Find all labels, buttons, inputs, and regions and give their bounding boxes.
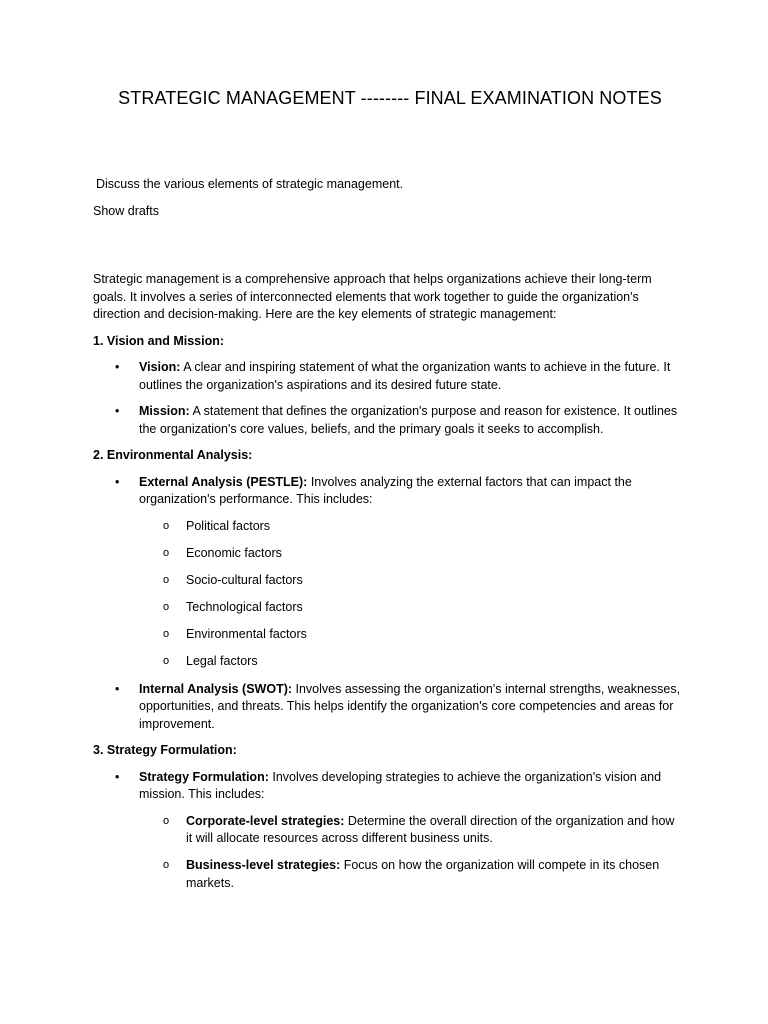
bullet-icon: • <box>115 404 120 418</box>
desc-internal-analysis: Involves assessing the organization's internal strengths, weaknesses, opportunities, and threats. This helps identify the organization's core competencies and areas for improvement. <box>139 681 681 731</box>
list-item-strategy-formulation <box>93 769 683 893</box>
list-item-mission <box>93 403 683 438</box>
list-item-corporate-level <box>139 813 683 848</box>
question-text: Discuss the various elements of strategic management. <box>96 177 404 191</box>
list-item-technological <box>139 599 683 617</box>
strategy-formulation-list <box>93 769 683 893</box>
document-body <box>93 176 683 902</box>
circle-bullet-icon: o <box>163 546 170 559</box>
factor-label: Environmental factors <box>186 627 307 642</box>
circle-bullet-icon: o <box>163 628 170 641</box>
desc-mission: A statement that defines the organization's purpose and reason for existence. It outlines the organization's core values, beliefs, and the primary goals it seeks to accomplish. <box>139 404 678 436</box>
strategy-level-list <box>139 813 683 893</box>
circle-bullet-icon: o <box>163 573 170 586</box>
term-business-level: Business-level strategies: <box>186 858 341 873</box>
list-item-economic <box>139 545 683 563</box>
term-vision: Vision: <box>139 360 181 374</box>
vision-mission-list <box>93 359 683 438</box>
desc-vision: A clear and inspiring statement of what the organization wants to achieve in the future. It outlines the organization's aspirations and its desired future state. <box>139 360 671 392</box>
desc-external-analysis: Involves analyzing the external factors that can impact the organization's performance. This includes: <box>139 474 632 506</box>
circle-bullet-icon: o <box>163 859 170 872</box>
circle-bullet-icon: o <box>163 601 170 614</box>
factor-label: Technological factors <box>186 600 303 615</box>
section-heading-vision-mission: 1. Vision and Mission: <box>93 333 225 348</box>
show-drafts-text: Show drafts <box>93 203 160 218</box>
circle-bullet-icon: o <box>163 519 170 532</box>
document-title: STRATEGIC MANAGEMENT -------- FINAL EXAMINATION NOTES <box>118 88 662 108</box>
bullet-icon: • <box>115 681 120 696</box>
list-item-socio-cultural <box>139 572 683 590</box>
factor-label: Socio-cultural factors <box>186 572 303 587</box>
bullet-icon: • <box>115 360 120 374</box>
bullet-icon: • <box>115 474 120 489</box>
list-item-political <box>139 518 683 536</box>
factor-label: Legal factors <box>186 654 258 669</box>
desc-strategy-formulation: Involves developing strategies to achieve the organization's vision and mission. This includes: <box>139 769 662 802</box>
intro-paragraph: Strategic management is a comprehensive approach that helps organizations achieve their long-term goals. It involves a series of interconnected elements that work together to guide the organization's direction and decision-making. Here are the key elements of strategic management: <box>93 272 652 321</box>
desc-business-level: Focus on how the organization will compete in its chosen markets. <box>186 858 660 890</box>
factor-label: Economic factors <box>186 545 282 560</box>
term-external-analysis: External Analysis (PESTLE): <box>139 474 308 489</box>
list-item-vision <box>93 359 683 394</box>
factor-label: Political factors <box>186 518 271 533</box>
circle-bullet-icon: o <box>163 655 170 668</box>
section-heading-strategy-formulation: 3. Strategy Formulation: <box>93 743 237 758</box>
term-mission: Mission: <box>139 404 190 418</box>
circle-bullet-icon: o <box>163 814 170 827</box>
list-item-legal <box>139 653 683 671</box>
bullet-icon: • <box>115 769 120 784</box>
pestle-factor-list <box>139 518 683 671</box>
term-corporate-level: Corporate-level strategies: <box>186 813 345 828</box>
environmental-analysis-list <box>93 474 683 734</box>
term-internal-analysis: Internal Analysis (SWOT): <box>139 681 293 696</box>
list-item-internal-analysis <box>93 681 683 734</box>
list-item-environmental <box>139 626 683 644</box>
term-strategy-formulation: Strategy Formulation: <box>139 769 269 784</box>
desc-corporate-level: Determine the overall direction of the organization and how it will allocate resources across different business units. <box>186 813 675 846</box>
section-heading-environmental-analysis: 2. Environmental Analysis: <box>93 448 253 462</box>
list-item-business-level <box>139 857 683 892</box>
list-item-external-analysis <box>93 474 683 671</box>
